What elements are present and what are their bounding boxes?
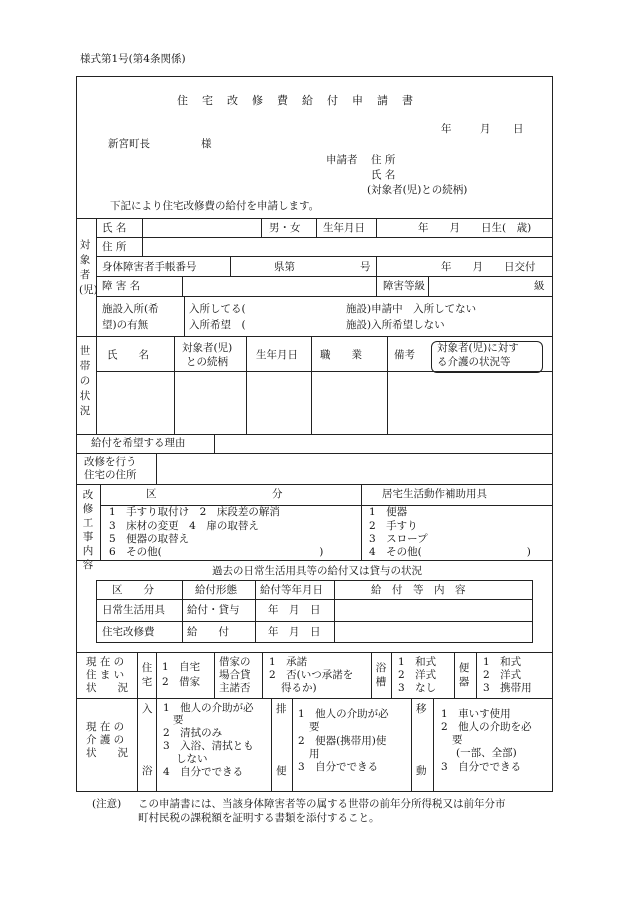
line	[142, 218, 143, 237]
line	[96, 296, 553, 297]
care-bath-opt-2: 要	[173, 714, 184, 726]
household-col-note: 備考	[394, 349, 415, 361]
household-col-job: 職 業	[320, 349, 362, 361]
line	[214, 652, 215, 698]
residence-house-opt-2: 2 借家	[162, 676, 201, 688]
past-row-1-date: 年 月 日	[268, 604, 321, 616]
care-excretion-opt-2: 要	[309, 721, 320, 733]
work-item-right-1: 1 便器	[369, 506, 408, 518]
disability-label: 障 害 名	[102, 280, 141, 292]
date-year: 年	[441, 123, 452, 135]
renovation-address-1: 改修を行う	[84, 456, 137, 468]
renovation-address-2: 住宅の住所	[84, 469, 137, 481]
line	[156, 698, 157, 792]
care-excretion-top: 排	[276, 703, 287, 715]
line	[96, 218, 97, 336]
work-item-right-2: 2 手すり	[369, 520, 418, 532]
line	[96, 599, 533, 600]
residence-bath-label: 浴槽	[375, 662, 387, 688]
care-excretion-opt-3: 2 便器(携帯用)使	[298, 735, 387, 747]
line	[96, 237, 553, 238]
line	[376, 256, 377, 276]
line	[76, 453, 553, 454]
line	[262, 652, 263, 698]
addressee-sama: 様	[201, 138, 212, 150]
household-col-relation-2: との続柄	[186, 356, 228, 368]
care-bath-opt-1: 1 他人の介助が必	[163, 702, 254, 714]
line	[246, 336, 247, 434]
line	[271, 698, 272, 792]
line	[76, 434, 553, 435]
residence-label-1: 現 在 の	[86, 656, 125, 668]
care-excretion-opt-5: 3 自分でできる	[298, 761, 379, 773]
line	[391, 652, 392, 698]
subject-side-label: 対象者(児)	[79, 239, 98, 296]
facility-opt-1: 入所してる(	[189, 303, 246, 315]
care-move-top: 移	[416, 703, 427, 715]
residence-consent-3: 得るか)	[281, 682, 317, 694]
past-heading: 過去の日常生活用具等の給付又は貸与の状況	[212, 565, 422, 577]
reason-label: 給付を希望する理由	[91, 437, 186, 449]
residence-rental-2: 場合貸	[219, 669, 251, 681]
line	[428, 276, 429, 296]
line	[184, 296, 185, 336]
past-col-form: 給付形態	[195, 584, 237, 596]
care-move-bottom: 動	[416, 765, 427, 777]
facility-opt-3: 入所希望 (	[189, 319, 246, 331]
past-col-date: 給付等年月日	[260, 584, 323, 596]
note-label: (注意)	[92, 798, 122, 810]
line	[261, 218, 262, 237]
line	[311, 336, 312, 434]
subject-dob-value: 年 月 日生( 歳)	[418, 222, 532, 234]
date-day: 日	[513, 123, 524, 135]
residence-toilet-opt-3: 3 携帯用	[483, 682, 532, 694]
line	[156, 453, 157, 484]
subject-address-label: 住 所	[102, 241, 127, 253]
grade-label: 障害等級	[383, 280, 425, 292]
past-row-2-date: 年 月 日	[268, 626, 321, 638]
work-item-right-3: 3 スロープ	[369, 533, 428, 545]
facility-label-2: 望)の有無	[102, 319, 149, 331]
residence-toilet-opt-2: 2 洋式	[483, 669, 522, 681]
line	[76, 560, 553, 561]
line	[174, 336, 175, 434]
applicant-relation: (対象者(児)との続柄)	[367, 184, 468, 196]
applicant-label: 申請者	[326, 154, 358, 166]
past-row-1-category: 日常生活用具	[102, 604, 165, 616]
line	[156, 652, 157, 698]
line	[387, 336, 388, 434]
handbook-label: 身体障害者手帳番号	[102, 261, 197, 273]
handbook-issue-date: 年 月 日交付	[441, 261, 536, 273]
line	[376, 276, 377, 296]
residence-consent-2: 2 否(いつ承諾を	[269, 669, 354, 681]
household-side-label: 世帯の状況	[79, 345, 91, 417]
past-row-1-form: 給付・貸与	[187, 604, 240, 616]
line	[182, 276, 183, 296]
facility-opt-4: 施設)入所希望しない	[346, 319, 445, 331]
residence-house-label: 住宅	[141, 662, 153, 688]
care-move-opt-5: 3 自分でできる	[441, 761, 522, 773]
past-row-2-category: 住宅改修費	[102, 626, 155, 638]
line	[76, 652, 553, 653]
work-item-left-2: 3 床材の変更 4 扉の取替え	[109, 520, 259, 532]
care-move-opt-4: (一部、全部)	[456, 747, 517, 759]
line	[76, 336, 553, 337]
care-excretion-bottom: 便	[276, 765, 287, 777]
care-bath-top: 入	[142, 703, 153, 715]
work-side-label: 改修工事内容	[82, 489, 94, 571]
work-col-aids: 居宅生活動作補助用具	[382, 488, 487, 500]
line	[76, 218, 553, 219]
line	[137, 652, 138, 698]
line	[96, 371, 553, 372]
form-title: 住宅改修費給付申請書	[177, 94, 427, 107]
work-col-category: 区 分	[146, 488, 283, 500]
residence-label-3: 状 況	[86, 682, 128, 694]
residence-label-2: 住 ま い	[86, 669, 125, 681]
care-excretion-opt-1: 1 他人の介助が必	[298, 708, 389, 720]
care-label-2: 介 護 の	[86, 734, 125, 746]
note-line-2: 町村民税の課税額を証明する書類を添付すること。	[138, 812, 380, 824]
line	[137, 698, 138, 792]
residence-toilet-label: 便器	[458, 662, 470, 688]
line	[454, 652, 455, 698]
applicant-name: 氏 名	[371, 169, 396, 181]
work-item-left-1: 1 手すり取付け 2 床段差の解消	[109, 506, 280, 518]
care-bath-opt-6: 4 自分でできる	[163, 766, 244, 778]
form-number: 様式第1号(第4条関係)	[80, 53, 186, 65]
line	[230, 256, 231, 276]
residence-consent-1: 1 承諾	[269, 656, 308, 668]
care-label-1: 現 在 の	[86, 721, 125, 733]
subject-name-label: 氏 名	[102, 222, 127, 234]
household-col-care-2: る介護の状況等	[437, 356, 511, 368]
care-move-opt-3: 要	[452, 734, 463, 746]
household-col-dob: 生年月日	[256, 349, 298, 361]
household-col-relation-1: 対象者(児)	[182, 342, 233, 354]
household-col-name: 氏 名	[107, 349, 149, 361]
residence-rental-1: 借家の	[219, 656, 251, 668]
care-excretion-opt-4: 用	[309, 748, 320, 760]
care-bath-opt-4: 3 入浴、清拭とも	[163, 740, 254, 752]
line	[182, 580, 183, 643]
line	[142, 237, 143, 256]
line	[96, 276, 553, 277]
care-move-opt-2: 2 他人の介助を必	[441, 721, 532, 733]
facility-opt-2: 施設)申請中 入所してない	[346, 303, 477, 315]
applicant-address: 住 所	[371, 154, 396, 166]
addressee-mayor: 新宮町長	[108, 138, 150, 150]
line	[433, 698, 434, 792]
line	[316, 218, 317, 237]
residence-bath-opt-3: 3 なし	[398, 682, 437, 694]
handbook-number: 号	[360, 261, 371, 273]
note-line-1: この申請書には、当該身体障害者等の属する世帯の前年分所得税又は前年分市	[138, 798, 506, 810]
handbook-prefecture: 県第	[274, 261, 295, 273]
work-item-right-4: 4 その他( )	[369, 546, 531, 558]
grade-unit: 級	[534, 280, 545, 292]
work-item-left-4: 6 その他( )	[109, 546, 324, 558]
line	[96, 336, 97, 434]
past-col-category: 区 分	[112, 584, 154, 596]
care-move-opt-1: 1 車いす使用	[441, 708, 511, 720]
facility-label-1: 施設入所(希	[102, 303, 159, 315]
residence-bath-opt-1: 1 和式	[398, 656, 437, 668]
request-sentence: 下記により住宅改修費の給付を申請します。	[110, 200, 320, 212]
work-item-left-3: 5 便器の取替え	[109, 533, 190, 545]
line	[361, 484, 362, 560]
residence-toilet-opt-1: 1 和式	[483, 656, 522, 668]
line	[100, 484, 101, 560]
line	[376, 218, 377, 237]
subject-dob-label: 生年月日	[323, 222, 365, 234]
line	[334, 580, 335, 643]
line	[371, 652, 372, 698]
line	[76, 698, 553, 699]
care-label-3: 状 況	[86, 747, 128, 759]
care-bath-opt-5: しない	[176, 753, 208, 765]
residence-bath-opt-2: 2 洋式	[398, 669, 437, 681]
line	[411, 698, 412, 792]
household-col-care-1: 対象者(児)に対す	[437, 342, 519, 354]
residence-rental-3: 主諾否	[219, 682, 251, 694]
line	[255, 580, 256, 643]
line	[76, 484, 553, 485]
line	[476, 652, 477, 698]
line	[292, 698, 293, 792]
care-bath-bottom: 浴	[142, 765, 153, 777]
past-col-content: 給 付 等 内 容	[371, 584, 466, 596]
date-month: 月	[480, 123, 491, 135]
line	[96, 621, 533, 622]
care-bath-opt-3: 2 清拭のみ	[163, 727, 223, 739]
subject-gender: 男・女	[269, 222, 301, 234]
past-row-2-form: 給 付	[187, 626, 229, 638]
line	[214, 434, 215, 453]
residence-house-opt-1: 1 自宅	[162, 661, 201, 673]
line	[96, 256, 553, 257]
